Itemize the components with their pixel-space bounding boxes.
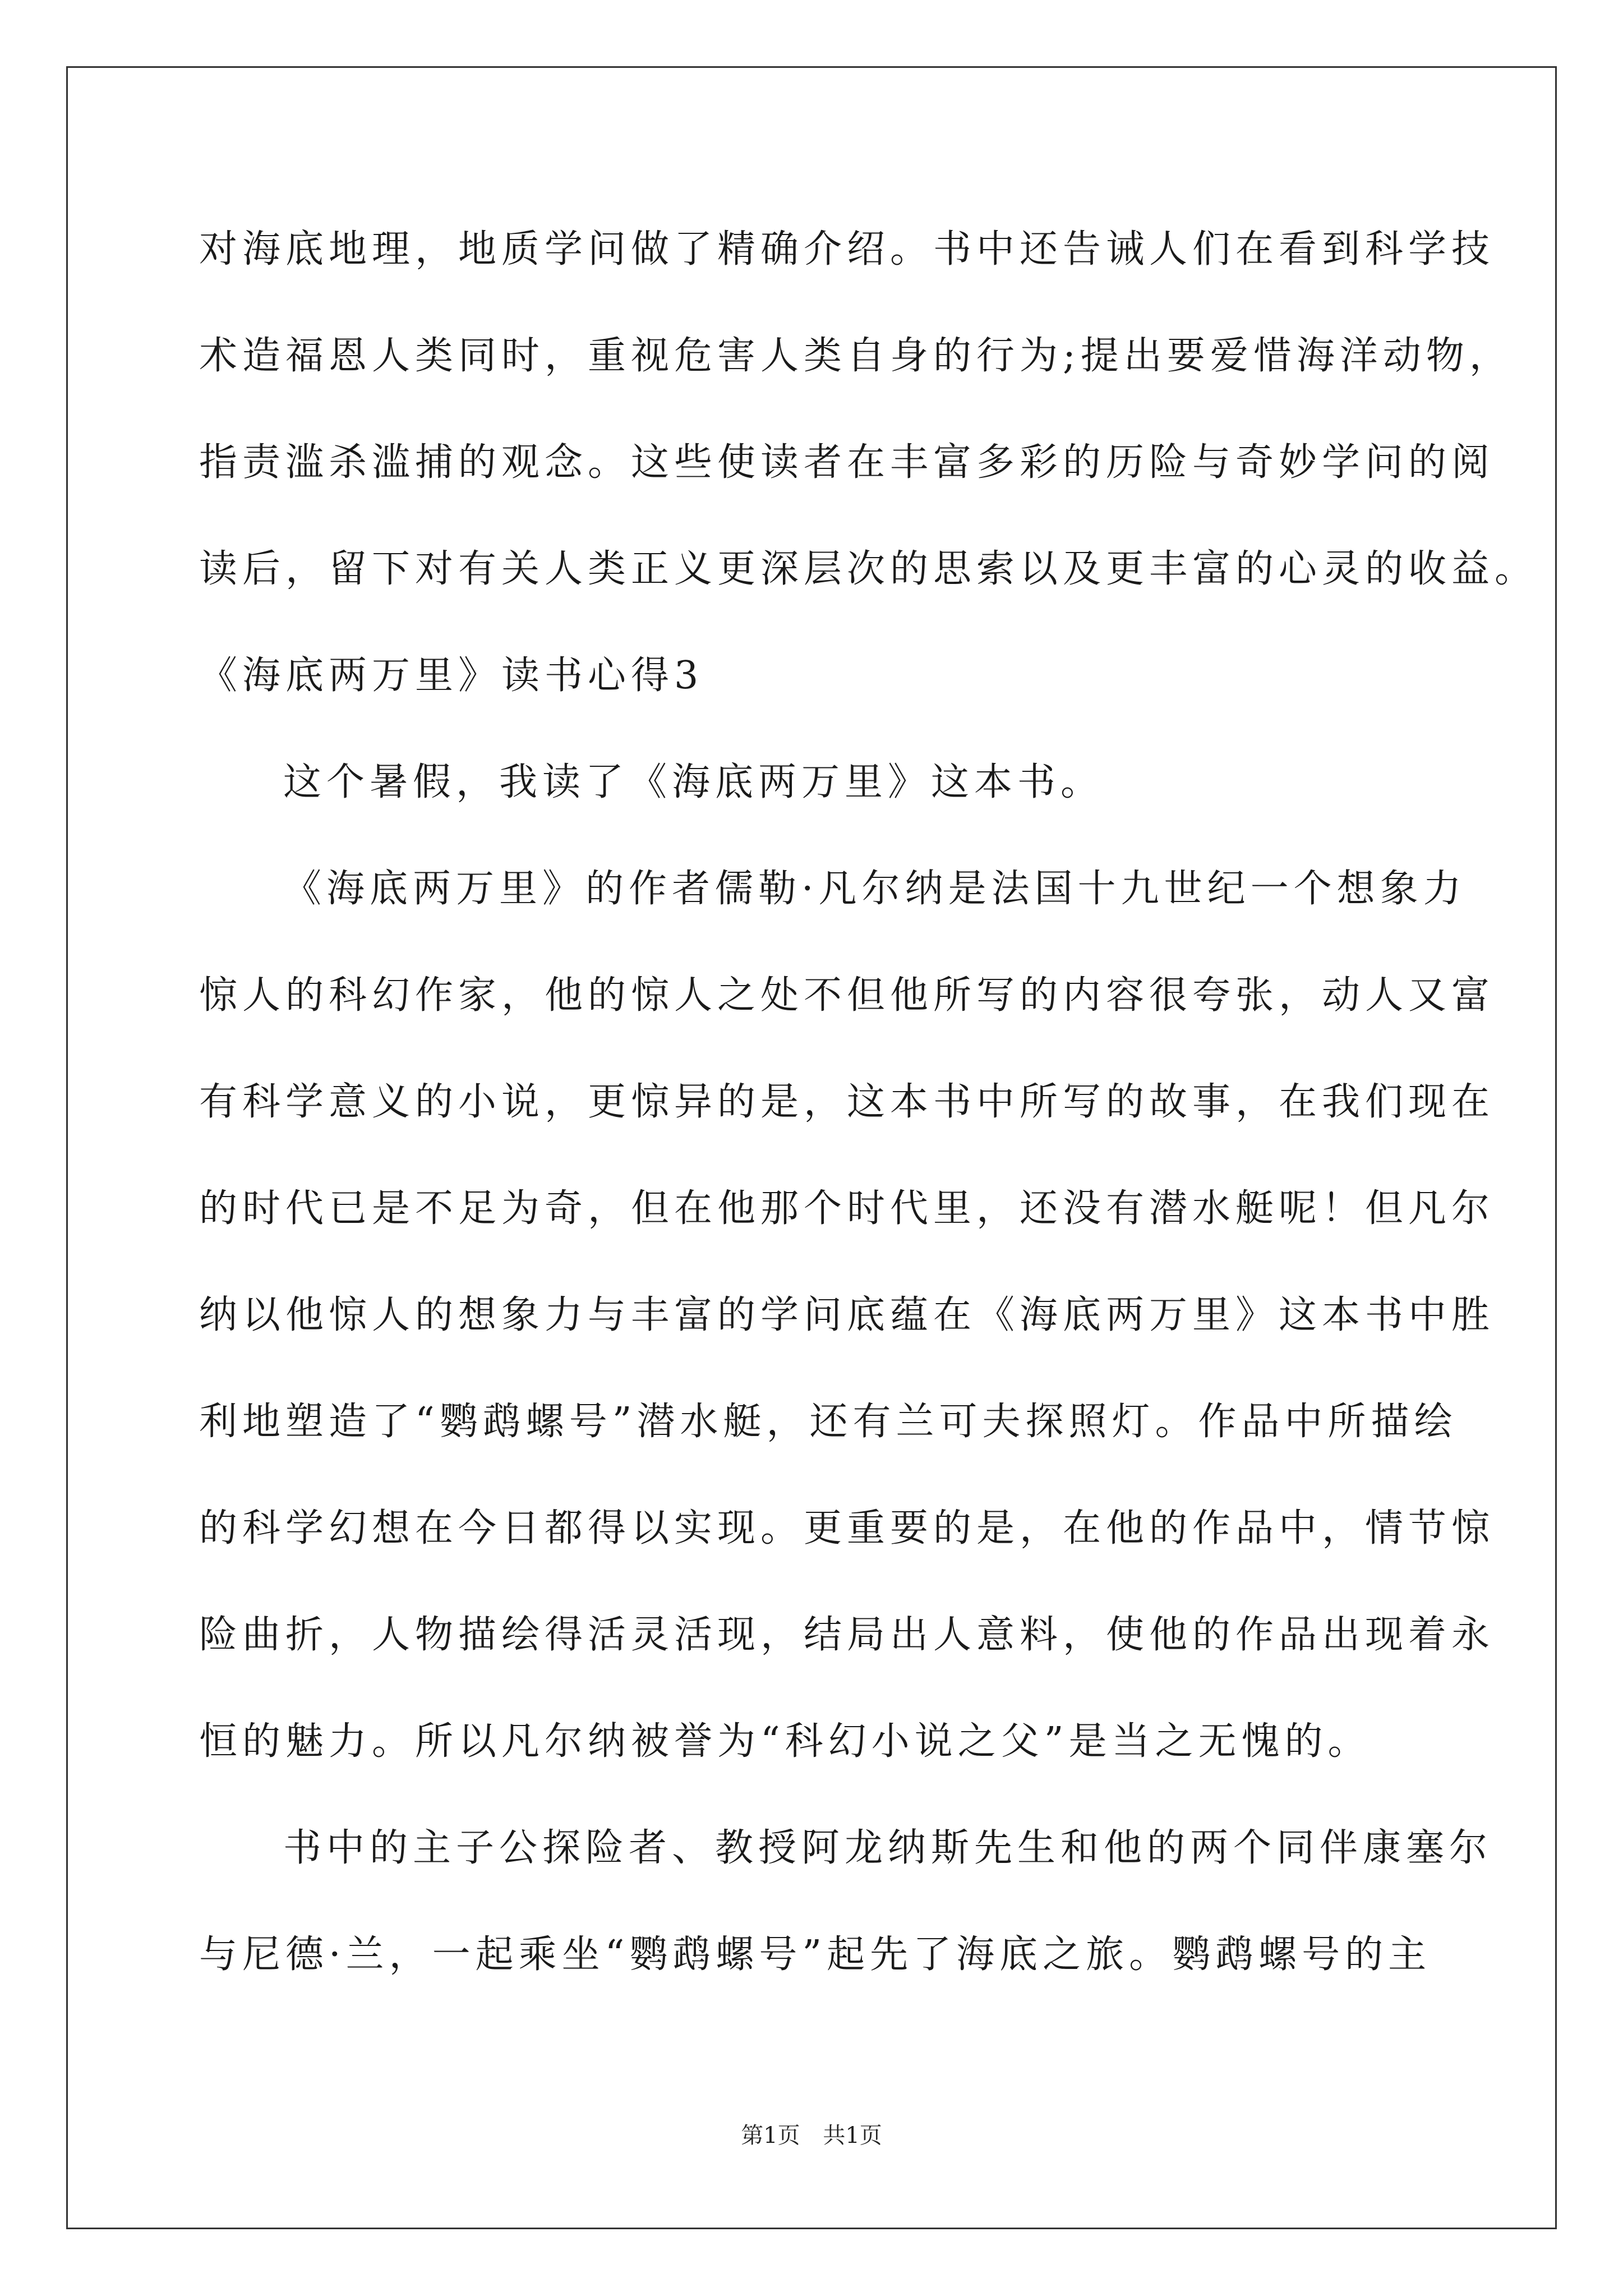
paragraph-line: 这个暑假，我读了《海底两万里》这本书。 [283,760,1104,804]
page-border [66,66,1557,2229]
paragraph-line: 读后，留下对有关人类正义更深层次的思索以及更丰富的心灵的收益。 [199,547,1538,591]
page-total: 共1页 [823,2123,882,2148]
paragraph-line: 《海底两万里》的作者儒勒·凡尔纳是法国十九世纪一个想象力 [283,867,1467,911]
paragraph-line: 术造福恩人类同时，重视危害人类自身的行为;提出要爱惜海洋动物， [199,334,1513,378]
paragraph-line: 利地塑造了“鹦鹉螺号”潜水艇，还有兰可夫探照灯。作品中所描绘 [199,1400,1458,1444]
paragraph-line: 的科学幻想在今日都得以实现。更重要的是，在他的作品中，情节惊 [199,1506,1495,1550]
paragraph-line: 与尼德·兰，一起乘坐“鹦鹉螺号”起先了海底之旅。鹦鹉螺号的主 [199,1932,1432,1977]
paragraph-line: 惊人的科幻作家，他的惊人之处不但他所写的内容很夸张，动人又富 [199,973,1495,1018]
paragraph-line: 书中的主子公探险者、教授阿龙纳斯先生和他的两个同伴康塞尔 [283,1826,1493,1870]
paragraph-line: 恒的魅力。所以凡尔纳被誉为“科幻小说之父”是当之无愧的。 [199,1719,1371,1764]
paragraph-line: 指责滥杀滥捕的观念。这些使读者在丰富多彩的历险与奇妙学问的阅 [199,440,1495,485]
paragraph-line: 对海底地理，地质学问做了精确介绍。书中还告诫人们在看到科学技 [199,227,1495,272]
paragraph-line: 的时代已是不足为奇，但在他那个时代里，还没有潜水艇呢！但凡尔 [199,1186,1495,1231]
paragraph-line: 有科学意义的小说，更惊异的是，这本书中所写的故事，在我们现在 [199,1080,1495,1124]
page-footer [0,2122,1623,2150]
page-number: 第1页 [741,2123,800,2148]
paragraph-line: 险曲折，人物描绘得活灵活现，结局出人意料，使他的作品出现着永 [199,1613,1495,1657]
paragraph-line: 纳以他惊人的想象力与丰富的学问底蕴在《海底两万里》这本书中胜 [199,1293,1495,1337]
section-heading: 《海底两万里》读书心得3 [199,654,704,698]
